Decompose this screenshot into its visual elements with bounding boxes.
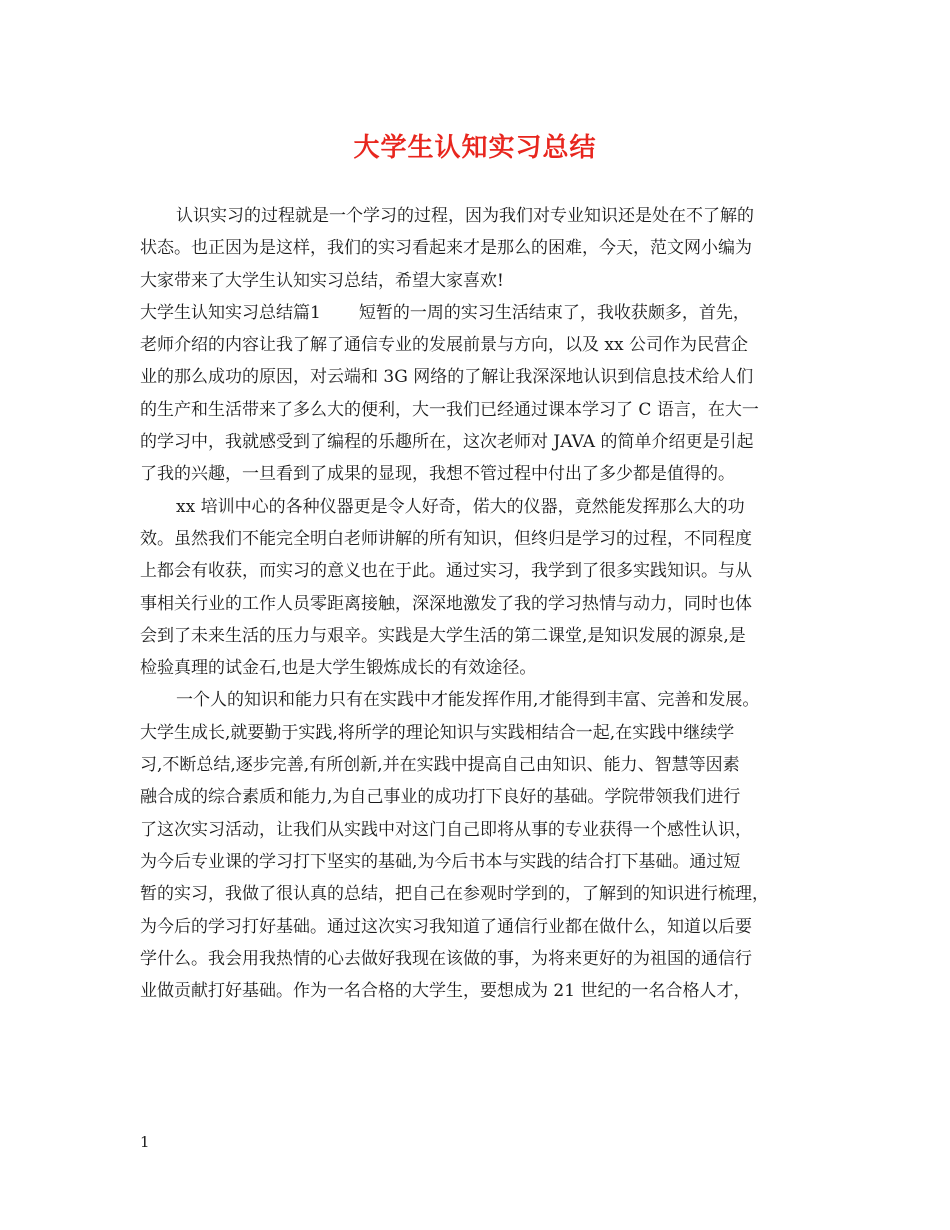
text-line: 为今后的学习打好基础。通过这次实习我知道了通信行业都在做什么，知道以后要	[140, 916, 752, 937]
text-line: 了这次实习活动，让我们从实践中对这门自己即将从事的专业获得一个感性认识，	[140, 819, 752, 840]
text-line: 会到了未来生活的压力与艰辛。实践是大学生活的第二课堂,是知识发展的源泉,是	[140, 625, 746, 646]
text-line: 的学习中，我就感受到了编程的乐趣所在，这次老师对 JAVA 的简单介绍更是引起	[140, 432, 754, 453]
text-line: 业的那么成功的原因，对云端和 3G 网络的了解让我深深地认识到信息技术给人们	[140, 367, 754, 388]
text-line: 业做贡献打好基础。作为一名合格的大学生，要想成为 21 世纪的一名合格人才，	[140, 981, 751, 1002]
text-line: 认识实习的过程就是一个学习的过程，因为我们对专业知识还是处在不了解的	[176, 206, 754, 226]
text-line: 检验真理的试金石,也是大学生锻炼成长的有效途径。	[140, 658, 537, 679]
text-line: 短暂的一周的实习生活结束了，我收获颇多，首先，	[358, 302, 750, 323]
text-line: 融合成的综合素质和能力,为自己事业的成功打下良好的基础。学院带领我们进行	[140, 787, 741, 808]
text-line: 大家带来了大学生认知实习总结，希望大家喜欢!	[140, 270, 504, 291]
section-heading-line	[140, 297, 815, 329]
text-line: 老师介绍的内容让我了解了通信专业的发展前景与方向，以及 xx 公司作为民营企	[140, 335, 748, 356]
text-line: 暂的实习，我做了很认真的总结，把自己在参观时学到的，了解到的知识进行梳理，	[140, 884, 769, 905]
page-number: 1	[140, 1133, 150, 1151]
text-line: 一个人的知识和能力只有在实践中才能发挥作用,才能得到丰富、完善和发展。	[176, 690, 760, 711]
text-line: 为今后专业课的学习打下坚实的基础,为今后书本与实践的结合打下基础。通过短	[140, 851, 741, 872]
section-heading: 大学生认知实习总结篇1	[140, 302, 321, 323]
text-line: 了我的兴趣，一旦看到了成果的显现，我想不管过程中付出了多少都是值得的。	[140, 464, 735, 485]
text-line: xx 培训中心的各种仪器更是令人好奇，偌大的仪器，竟然能发挥那么大的功	[176, 496, 745, 517]
text-line: 大学生成长,就要勤于实践,将所学的理论知识与实践相结合一起,在实践中继续学	[140, 722, 735, 743]
text-line: 效。虽然我们不能完全明白老师讲解的所有知识，但终归是学习的过程，不同程度	[140, 528, 752, 549]
document-body	[140, 200, 815, 1007]
text-line: 学什么。我会用我热情的心去做好我现在该做的事，为将来更好的为祖国的通信行	[140, 948, 752, 969]
text-line: 的生产和生活带来了多么大的便利，大一我们已经通过课本学习了 C 语言，在大一	[140, 399, 759, 420]
text-line: 上都会有收获，而实习的意义也在于此。通过实习，我学到了很多实践知识。与从	[140, 561, 752, 582]
text-line: 事相关行业的工作人员零距离接触，深深地激发了我的学习热情与动力，同时也体	[140, 593, 752, 614]
text-line: 习,不断总结,逐步完善,有所创新,并在实践中提高自己由知识、能力、智慧等因素	[140, 755, 740, 776]
text-line: 状态。也正因为是这样，我们的实习看起来才是那么的困难，今天，范文网小编为	[140, 238, 752, 259]
document-title: 大学生认知实习总结	[353, 133, 597, 163]
